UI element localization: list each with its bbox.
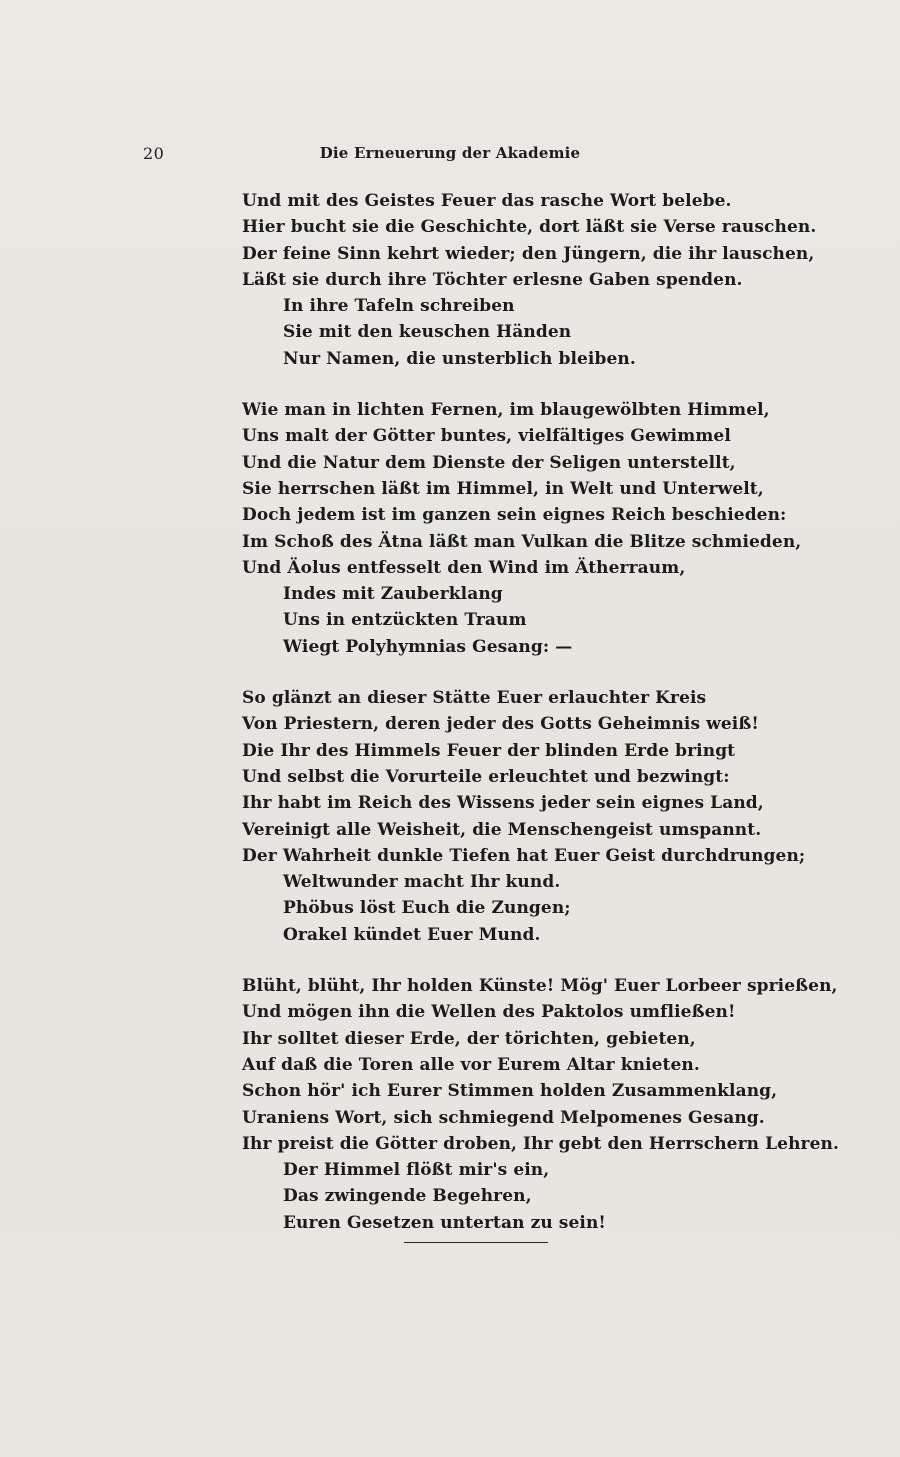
poem-line: Im Schoß des Ätna läßt man Vulkan die Blitze schmieden, <box>242 531 802 552</box>
poem-line: Der Himmel flößt mir's ein, <box>283 1160 550 1181</box>
running-title: Die Erneuerung der Akademie <box>319 144 581 162</box>
stanza <box>242 188 817 372</box>
poem-line: Ihr habt im Reich des Wissens jeder sein eignes Land, <box>242 793 764 814</box>
poem-line: Von Priestern, deren jeder des Gotts Geheimnis weiß! <box>242 714 759 735</box>
poem-line: Läßt sie durch ihre Töchter erlesne Gaben spenden. <box>242 269 743 290</box>
poem-line: Schon hör' ich Eurer Stimmen holden Zusammenklang, <box>242 1081 778 1102</box>
poem-line: Sie mit den keuschen Händen <box>283 322 572 343</box>
stanza <box>242 685 806 948</box>
poem-line: Uns malt der Götter buntes, vielfältiges Gewimmel <box>242 426 731 447</box>
stanza <box>242 973 839 1236</box>
poem-line: Das zwingende Begehren, <box>283 1186 532 1207</box>
poem-line: Und selbst die Vorurteile erleuchtet und bezwingt: <box>242 766 730 787</box>
poem-line: In ihre Tafeln schreiben <box>283 296 515 317</box>
poem-line: Wiegt Polyhymnias Gesang: — <box>283 636 573 657</box>
poem-line: Und mit des Geistes Feuer das rasche Wort belebe. <box>242 191 732 211</box>
poem-line: Weltwunder macht Ihr kund. <box>283 872 561 893</box>
poem-line: Wie man in lichten Fernen, im blaugewölbten Himmel, <box>242 400 770 421</box>
poem-line: Ihr preist die Götter droben, Ihr gebt den Herrschern Lehren. <box>242 1133 839 1154</box>
poem-line: Sie herrschen läßt im Himmel, in Welt und Unterwelt, <box>242 478 764 499</box>
poem-body <box>242 188 839 1261</box>
poem-line: Uns in entzückten Traum <box>283 610 527 631</box>
poem-line: Hier bucht sie die Geschichte, dort läßt sie Verse rauschen. <box>242 217 817 238</box>
poem-line: Euren Gesetzen untertan zu sein! <box>283 1212 606 1233</box>
poem-line: Und Äolus entfesselt den Wind im Ätherraum, <box>242 557 686 578</box>
poem-line: Und mögen ihn die Wellen des Paktolos umfließen! <box>242 1002 736 1023</box>
poem-line: Doch jedem ist im ganzen sein eignes Reich beschieden: <box>242 505 787 526</box>
poem-line: Und die Natur dem Dienste der Seligen unterstellt, <box>242 452 736 473</box>
stanza <box>242 397 802 660</box>
poem-line: Die Ihr des Himmels Feuer der blinden Erde bringt <box>242 740 736 761</box>
poem-line: Blüht, blüht, Ihr holden Künste! Mög' Euer Lorbeer sprießen, <box>242 976 838 997</box>
page-number: 20 <box>143 144 165 163</box>
poem-line: Orakel kündet Euer Mund. <box>283 924 541 945</box>
poem-line: Auf daß die Toren alle vor Eurem Altar knieten. <box>242 1054 700 1075</box>
poem-line: Der feine Sinn kehrt wieder; den Jüngern, die ihr lauschen, <box>242 243 815 264</box>
poem-line: Uraniens Wort, sich schmiegend Melpomenes Gesang. <box>242 1107 765 1128</box>
poem-line: Vereinigt alle Weisheit, die Menschengeist umspannt. <box>242 819 762 840</box>
poem-line: Nur Namen, die unsterblich bleiben. <box>283 348 636 369</box>
poem-line: Indes mit Zauberklang <box>283 584 503 605</box>
poem-line: Phöbus löst Euch die Zungen; <box>283 898 571 919</box>
poem-line: Ihr solltet dieser Erde, der törichten, gebieten, <box>242 1028 696 1049</box>
page-header <box>0 140 900 170</box>
poem-line: So glänzt an dieser Stätte Euer erlauchter Kreis <box>242 688 707 709</box>
poem-line: Der Wahrheit dunkle Tiefen hat Euer Geist durchdrungen; <box>242 845 806 866</box>
end-rule-divider <box>404 1242 548 1243</box>
